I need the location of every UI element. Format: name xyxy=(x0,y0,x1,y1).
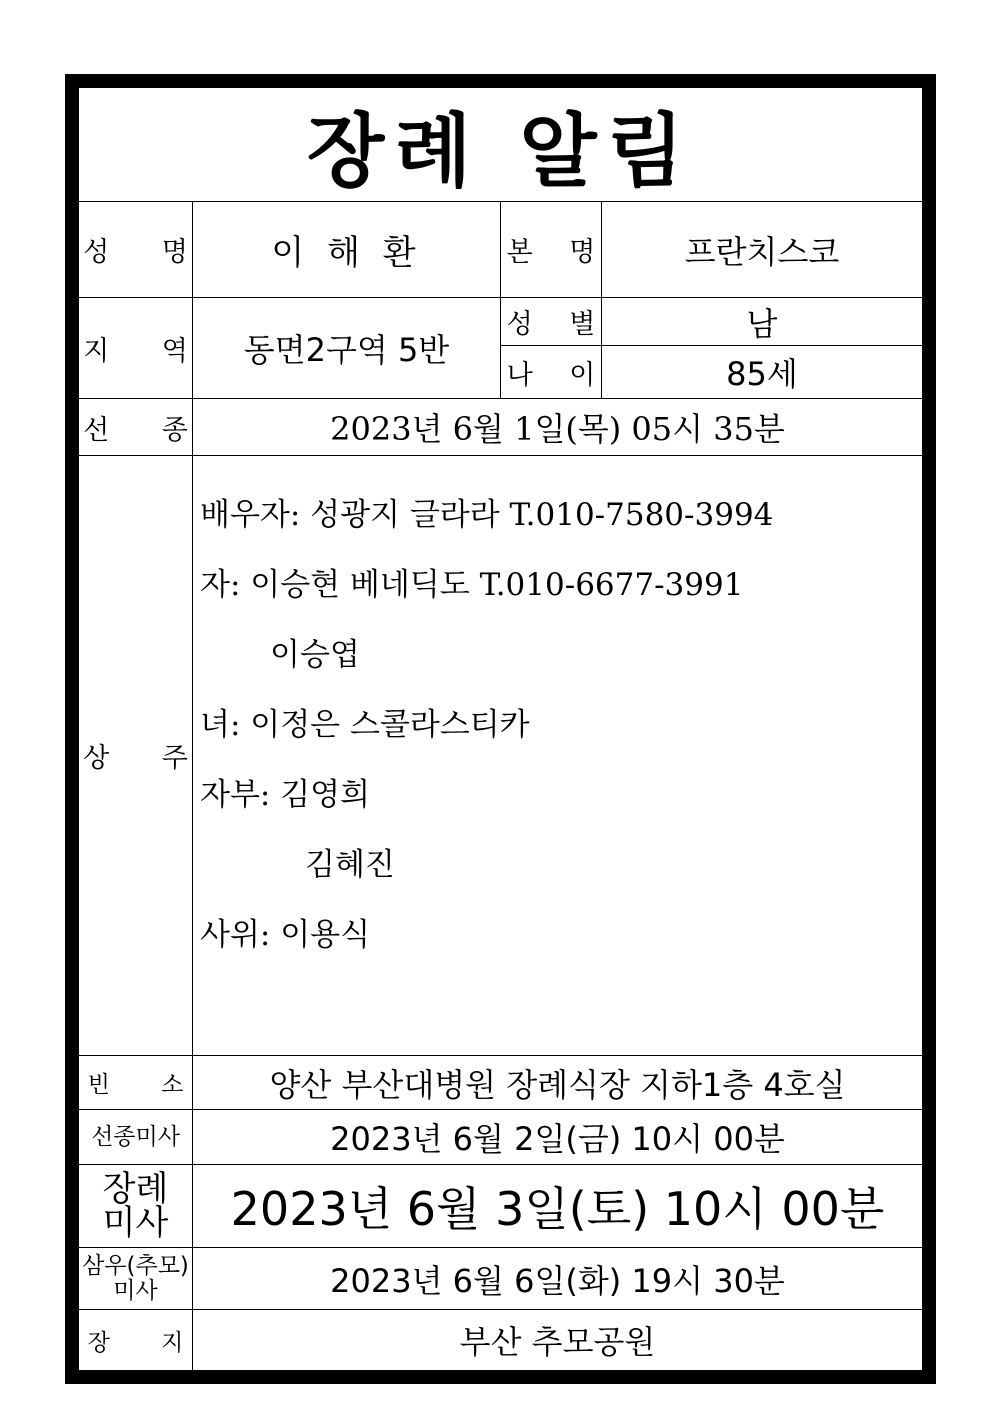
name-label: 성 명 xyxy=(79,202,193,298)
burial-place: 부산 추모공원 xyxy=(459,1323,656,1361)
funeral-mass-label-line1: 장례 xyxy=(102,1169,169,1209)
memorial-mass-label xyxy=(79,1248,193,1310)
death-mass-datetime: 2023년 6월 2일(금) 10시 00분 xyxy=(193,1110,922,1165)
mourners-label: 상 주 xyxy=(79,456,193,1056)
mourners-list xyxy=(200,480,773,970)
death-label: 선 종 xyxy=(79,399,193,456)
mourner-son-in-law: 사위: 이용식 xyxy=(200,917,371,953)
mourner-daughter: 녀: 이정은 스콜라스티카 xyxy=(200,707,530,743)
funeral-home-value: 양산 부산대병원 장례식장 지하1층 4호실 xyxy=(193,1056,922,1110)
funeral-mass-datetime: 2023년 6월 3일(토) 10시 00분 xyxy=(193,1165,922,1248)
memorial-mass-label-line2: 미사 xyxy=(113,1277,158,1304)
age-value: 85세 xyxy=(602,346,922,399)
mourner-son-2: 이승엽 xyxy=(270,637,360,673)
page-title: 장례 알림 xyxy=(79,88,922,202)
burial-label: 장 지 xyxy=(79,1310,193,1370)
region-value: 동면2구역 5반 xyxy=(193,298,501,399)
gender-value: 남 xyxy=(602,298,922,346)
gender-label: 성 별 xyxy=(501,298,602,346)
mourner-son: 자: 이승현 베네딕도 T.010-6677-3991 xyxy=(200,567,744,603)
region-label: 지 역 xyxy=(79,298,193,399)
funeral-mass-label-line2: 미사 xyxy=(102,1203,169,1243)
mourner-spouse: 배우자: 성광지 글라라 T.010-7580-3994 xyxy=(200,497,774,533)
death-mass-label: 선종미사 xyxy=(79,1110,193,1165)
memorial-mass-datetime: 2023년 6월 6일(화) 19시 30분 xyxy=(193,1248,922,1310)
baptismal-name-label: 본 명 xyxy=(501,202,602,298)
name-value: 이 해 환 xyxy=(193,202,501,298)
mourner-daughter-in-law: 자부: 김영희 xyxy=(200,777,371,813)
baptismal-name-value: 프란치스코 xyxy=(602,202,922,298)
funeral-home-label: 빈 소 xyxy=(79,1056,193,1110)
mourner-daughter-in-law-2: 김혜진 xyxy=(305,847,395,883)
funeral-mass-label xyxy=(79,1165,193,1248)
age-label: 나 이 xyxy=(501,346,602,399)
death-datetime: 2023년 6월 1일(목) 05시 35분 xyxy=(193,399,922,456)
memorial-mass-label-line1: 삼우(추모) xyxy=(82,1252,189,1279)
